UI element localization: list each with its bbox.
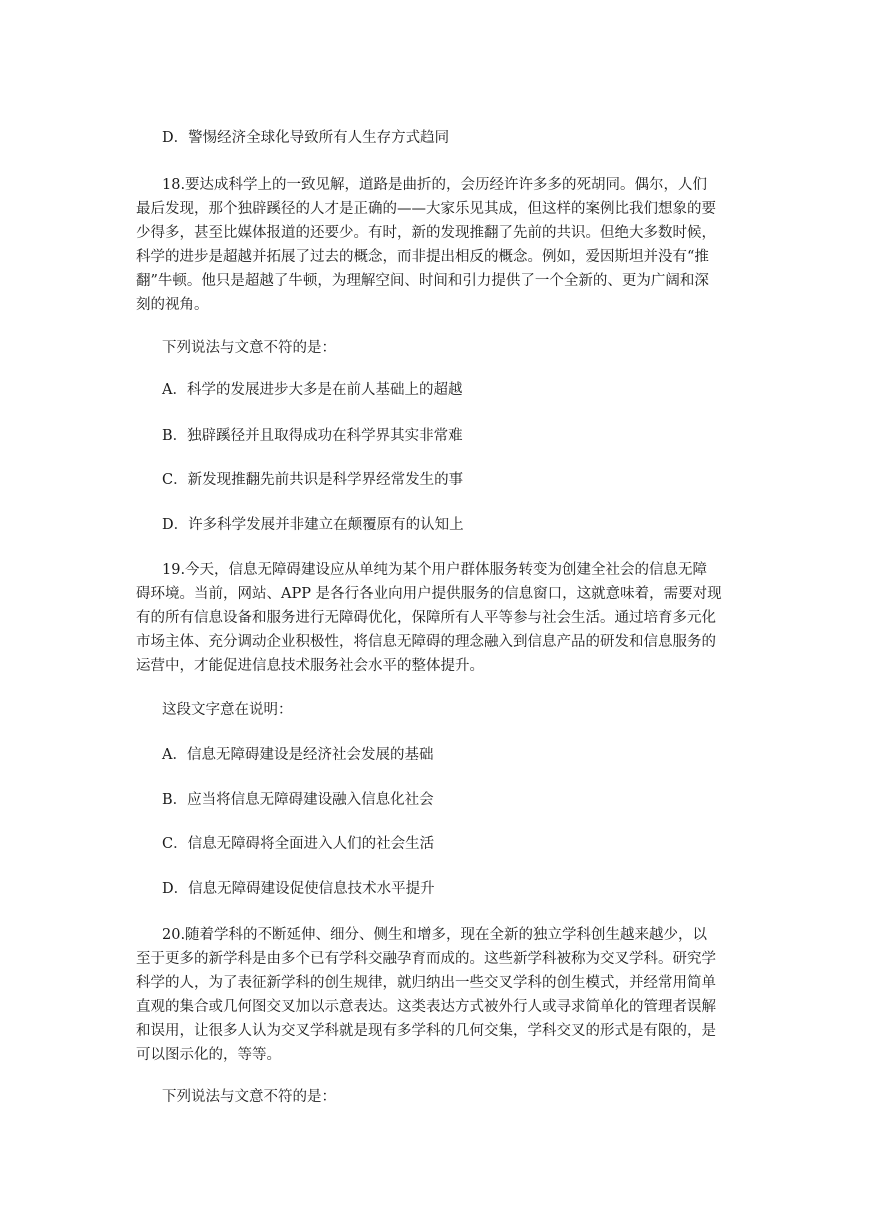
q18-passage-line: 少得多，甚至比媒体报道的还要少。有时，新的发现推翻了先前的共识。但绝大多数时候， <box>136 225 716 241</box>
q19-passage-line: 19.今天，信息无障碍建设应从单纯为某个用户群体服务转变为创建全社会的信息无障 <box>162 562 708 578</box>
q20-passage-line: 20.随着学科的不断延伸、细分、侧生和增多，现在全新的独立学科创生越来越少，以 <box>162 927 708 943</box>
q20-passage-line: 科学的人，为了表征新学科的创生规律，就归纳出一些交叉学科的创生模式，并经常用简单 <box>136 975 716 991</box>
q19-passage-line: 碍环境。当前，网站、APP 是各行各业向用户提供服务的信息窗口，这就意味着，需要对现 <box>136 586 722 602</box>
q18-option-a: A．科学的发展进步大多是在前人基础上的超越 <box>162 382 463 398</box>
q18-passage-line: 最后发现，那个独辟蹊径的人才是正确的——大家乐见其成，但这样的案例比我们想象的要 <box>136 201 716 217</box>
q20-passage-line: 可以图示化的，等等。 <box>136 1047 281 1063</box>
q20-passage-line: 和误用，让很多人认为交叉学科就是现有多学科的几何交集，学科交叉的形式是有限的，是 <box>136 1023 716 1039</box>
q19-question: 这段文字意在说明： <box>162 702 293 718</box>
q18-passage-line: 18.要达成科学上的一致见解，道路是曲折的，会历经许许多多的死胡同。偶尔，人们 <box>162 177 708 193</box>
q18-passage-line: 翻”牛顿。他只是超越了牛顿，为理解空间、时间和引力提供了一个全新的、更为广阔和深 <box>136 273 709 289</box>
q20-passage-line: 至于更多的新学科是由多个已有学科交融孕育而成的。这些新学科被称为交叉学科。研究学 <box>136 951 716 967</box>
q19-option-d: D．信息无障碍建设促使信息技术水平提升 <box>162 881 435 897</box>
q20-passage-line: 直观的集合或几何图交叉加以示意表达。这类表达方式被外行人或寻求简单化的管理者误解 <box>136 999 716 1015</box>
q18-option-c: C．新发现推翻先前共识是科学界经常发生的事 <box>162 472 464 488</box>
q18-option-b: B．独辟蹊径并且取得成功在科学界其实非常难 <box>162 428 463 444</box>
q18-passage-line: 科学的进步是超越并拓展了过去的概念，而非提出相反的概念。例如，爱因斯坦并没有“推 <box>136 249 709 265</box>
q19-passage-line: 市场主体、充分调动企业积极性，将信息无障碍的理念融入到信息产品的研发和信息服务的 <box>136 634 716 650</box>
q19-option-c: C．信息无障碍将全面进入人们的社会生活 <box>162 836 435 852</box>
q18-passage-line: 刻的视角。 <box>136 297 209 313</box>
q18-option-d: D．许多科学发展并非建立在颠覆原有的认知上 <box>162 517 464 533</box>
q19-passage-line: 运营中，才能促进信息技术服务社会水平的整体提升。 <box>136 658 484 674</box>
q19-option-a: A．信息无障碍建设是经济社会发展的基础 <box>162 747 434 763</box>
q18-question: 下列说法与文意不符的是： <box>162 340 336 356</box>
q19-option-b: B．应当将信息无障碍建设融入信息化社会 <box>162 792 434 808</box>
q17-option-d: D．警惕经济全球化导致所有人生存方式趋同 <box>162 130 450 146</box>
q20-question: 下列说法与文意不符的是： <box>162 1089 336 1105</box>
q19-passage-line: 有的所有信息设备和服务进行无障碍优化，保障所有人平等参与社会生活。通过培育多元化 <box>136 610 716 626</box>
